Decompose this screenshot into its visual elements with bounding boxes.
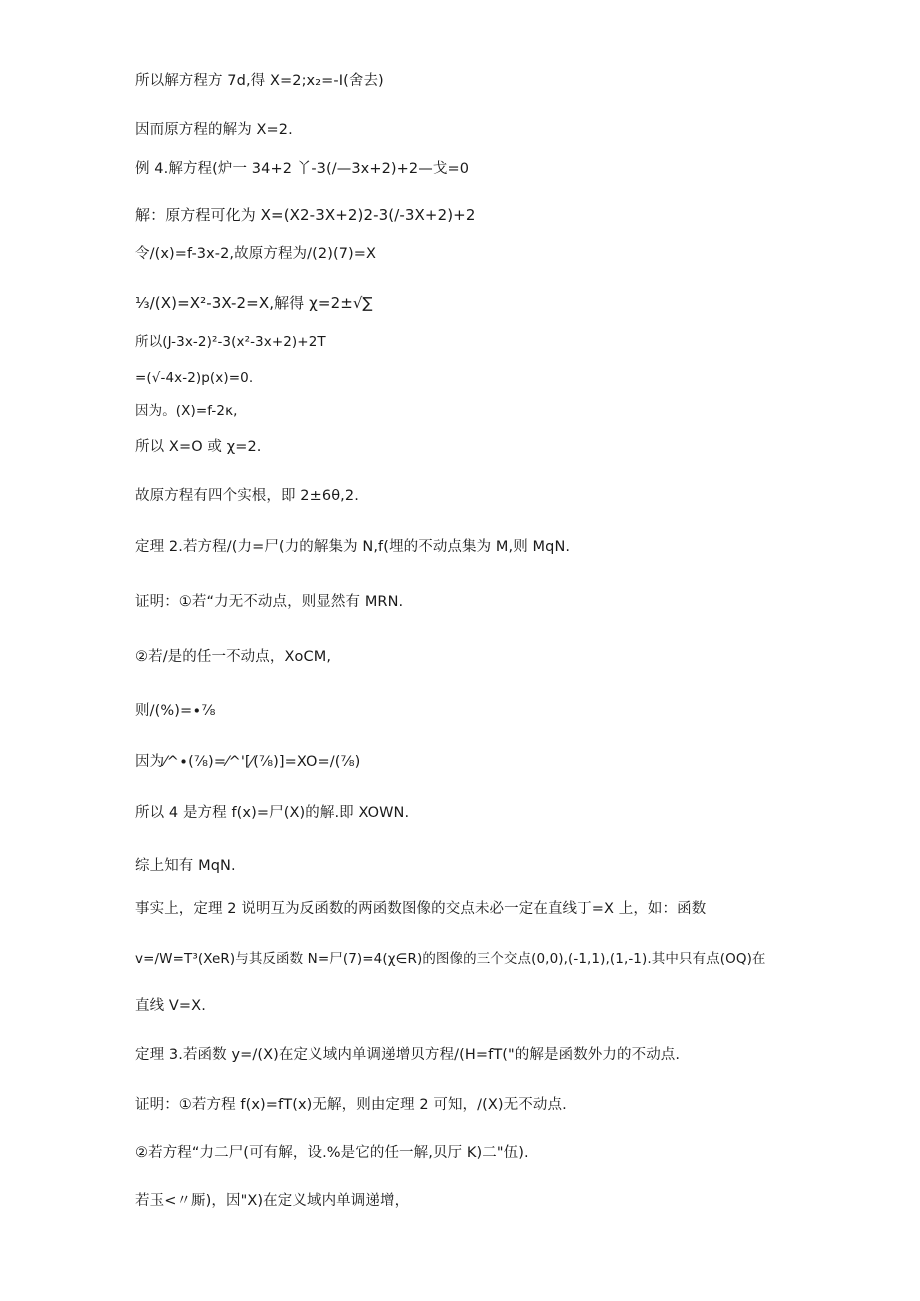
text-line-because: 因为。(X)=f-2κ, xyxy=(135,403,238,419)
text-line-then: 则/(%)=∙⅞ xyxy=(135,703,216,719)
text-line-remark: 事实上，定理 2 说明互为反函数的两函数图像的交点未必一定在直线丁=X 上，如：函数 xyxy=(135,901,707,917)
text-line-line-y-x: 直线 V=X. xyxy=(135,998,206,1014)
text-line-conclusion: 综上知有 MqN. xyxy=(135,858,236,874)
text-line-let-f: 令/(x)=f-3x-2,故原方程为/(2)(7)=X xyxy=(135,246,377,262)
text-line-monotonic: 若玉<〃厮)，因"X)在定义域内单调递增， xyxy=(135,1193,410,1209)
text-line-example-4: 例 4.解方程(炉一 34+2 丫-3(/—3x+2)+2—戈=0 xyxy=(135,161,470,177)
text-line-proof-case-1: 证明：①若“力无不动点，则显然有 MRN. xyxy=(135,594,404,610)
text-line-theorem-3-proof-1: 证明：①若方程 f(x)=fT(x)无解，则由定理 2 可知，/(X)无不动点. xyxy=(135,1097,567,1113)
text-line-solve-fixed-point: ⅓/(X)=X²-3X-2=X,解得 χ=2±√∑ xyxy=(135,294,373,312)
text-line-solve-equation-result: 所以解方程方 7d,得 X=2;x₂=-I(舍去) xyxy=(135,73,384,89)
text-line-theorem-2: 定理 2.若方程/(力=尸(力的解集为 N,f(埋的不动点集为 M,则 MqN. xyxy=(135,539,571,555)
text-line-original-solution: 因而原方程的解为 X=2. xyxy=(135,122,293,138)
text-line-factor: 所以(J-3x-2)²-3(x²-3x+2)+2T xyxy=(135,334,326,350)
text-line-because-composition: 因为⁄^∙(⅞)=⁄^'[⁄(⅞)]=XO=/(⅞) xyxy=(135,754,361,770)
text-line-product-zero: =(√-4x-2)p(x)=0. xyxy=(135,370,254,386)
text-line-theorem-3-proof-2: ②若方程“力二尸(可有解，设.%是它的任一解,贝厅 K)二"伍). xyxy=(135,1145,529,1161)
text-line-proof-case-2: ②若/是的任一不动点，XoCM, xyxy=(135,649,332,665)
text-line-is-solution: 所以 4 是方程 f(x)=尸(X)的解.即 XOWN. xyxy=(135,805,410,821)
text-line-transform: 解：原方程可化为 X=(X2-3X+2)2-3(/-3X+2)+2 xyxy=(135,206,476,224)
text-line-example-function: v=∕W=T³(XeR)与其反函数 N=尸(7)=4(χ∈R)的图像的三个交点(0,0),(-1,1),(1,-1).其中只有点(OQ)在 xyxy=(135,951,766,967)
text-line-four-real-roots: 故原方程有四个实根，即 2±6θ,2. xyxy=(135,488,359,504)
text-line-roots: 所以 X=O 或 χ=2. xyxy=(135,439,262,455)
text-line-theorem-3: 定理 3.若函数 y=/(X)在定义域内单调递增贝方程/(H=fT("的解是函数外力的不动点. xyxy=(135,1047,681,1063)
